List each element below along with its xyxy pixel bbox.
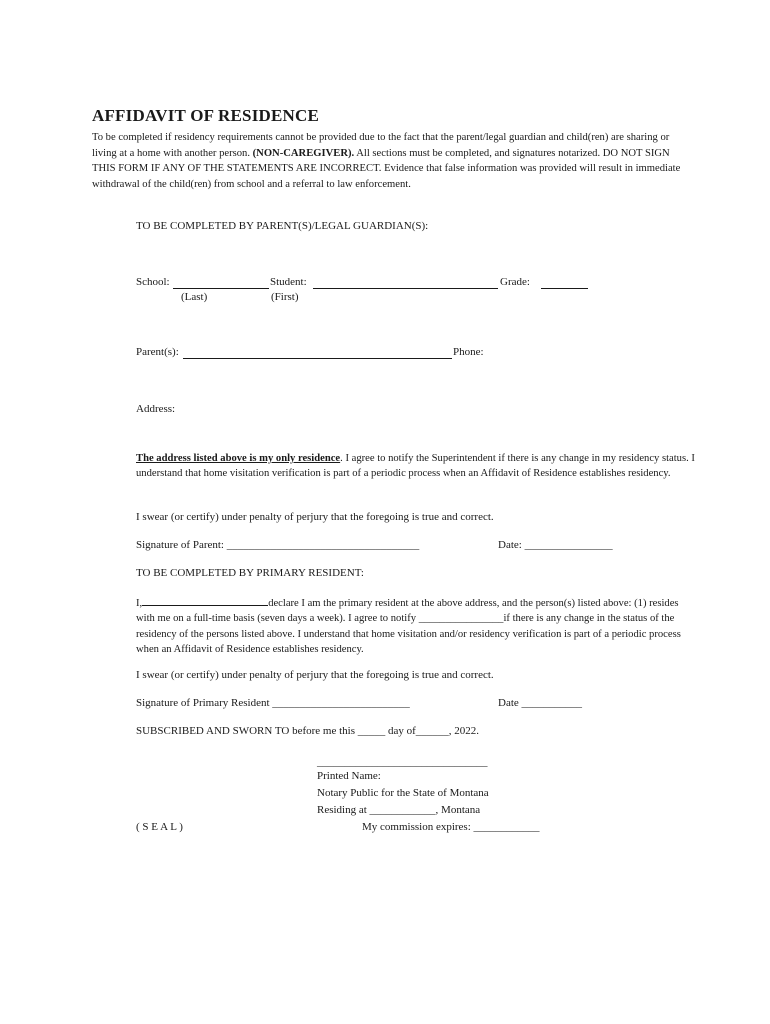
resident-signature-line[interactable]: Signature of Primary Resident _________________________ xyxy=(136,697,410,709)
last-name-hint: (Last) xyxy=(181,291,208,303)
notary-public-state: Notary Public for the State of Montana xyxy=(317,787,489,799)
address-label: Address: xyxy=(136,403,176,415)
student-label: Student: xyxy=(270,276,307,288)
intro-paragraph xyxy=(92,130,692,193)
grade-field-line[interactable] xyxy=(541,288,588,289)
parent-date-line[interactable]: Date: ________________ xyxy=(498,539,613,551)
grade-label: Grade: xyxy=(500,276,530,288)
declare-text: declare I am the primary resident at the above address, and the person(s) listed above: (1) resides with me on a full-time basis (seven days a week). I agree to notify ________________if there is any change in the status of the residency of the persons listed above. I understand that home visitation and/or residency verification is part of a periodic process when an Affidavit of Residence establishes residency. xyxy=(136,598,681,656)
seal-label: ( S E A L ) xyxy=(136,821,183,833)
student-field-line[interactable] xyxy=(313,288,498,289)
commission-expires: My commission expires: ____________ xyxy=(362,821,540,833)
intro-text-1: To be completed if residency requirements cannot be provided due to the fact that the parent/legal guardian and child(ren) are sharing or living at a home with another person. xyxy=(92,132,670,159)
parent-section-heading: TO BE COMPLETED BY PARENT(S)/LEGAL GUARDIAN(S): xyxy=(136,220,429,232)
first-name-hint: (First) xyxy=(271,291,299,303)
resident-section-heading: TO BE COMPLETED BY PRIMARY RESIDENT: xyxy=(136,567,364,579)
school-label: School: xyxy=(136,276,170,288)
notary-printed-name: Printed Name: xyxy=(317,770,381,782)
parents-field-line[interactable] xyxy=(183,358,452,359)
declare-prefix: I, xyxy=(136,598,143,609)
phone-label: Phone: xyxy=(453,346,484,358)
intro-bold: (NON-CAREGIVER). xyxy=(252,147,355,159)
resident-name-field-line[interactable] xyxy=(142,594,268,606)
only-residence-paragraph xyxy=(136,451,696,482)
resident-swear-statement: I swear (or certify) under penalty of perjury that the foregoing is true and correct. xyxy=(136,669,494,681)
parent-signature-line[interactable]: Signature of Parent: ___________________________________ xyxy=(136,539,420,551)
document-title: AFFIDAVIT OF RESIDENCE xyxy=(92,106,320,125)
notary-signature-line[interactable]: _______________________________ xyxy=(317,756,488,768)
resident-declaration-paragraph xyxy=(136,594,696,658)
only-residence-bold: The address listed above is my only residence xyxy=(136,453,341,464)
parent-swear-statement: I swear (or certify) under penalty of perjury that the foregoing is true and correct. xyxy=(136,511,494,523)
notary-residing: Residing at ____________, Montana xyxy=(317,804,481,816)
resident-date-line[interactable]: Date ___________ xyxy=(498,697,583,709)
intro-text-2: All sections must be completed, and signatures notarized. DO NOT SIGN THIS FORM IF ANY OF THE STATEMENTS ARE INCORRECT. Evidence that false information was provided will result in immediate withdrawal of the child(ren) from school and a referral to law enforcement. xyxy=(92,147,681,191)
school-field-line[interactable] xyxy=(173,288,269,289)
only-residence-text: . I agree to notify the Superintendent if there is any change in my residency status. I understand that home visitation verification is part of a periodic process when an Affidavit of Residence establishes residency. xyxy=(136,453,695,480)
subscribed-sworn-statement: SUBSCRIBED AND SWORN TO before me this _____ day of______, 2022. xyxy=(136,725,480,737)
parents-label: Parent(s): xyxy=(136,346,179,358)
